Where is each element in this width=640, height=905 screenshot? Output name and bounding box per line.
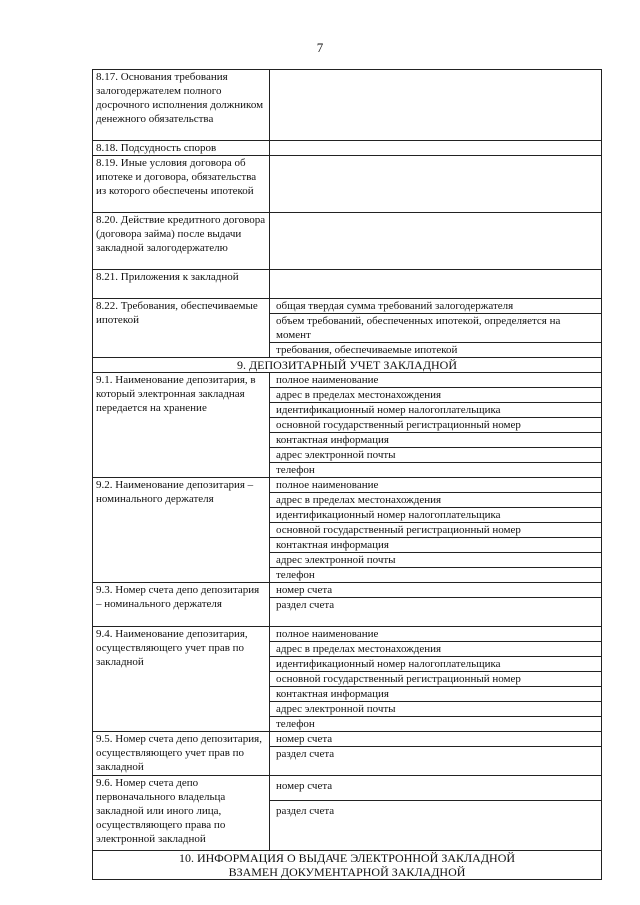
field-label: полное наименование (276, 479, 379, 491)
value-cell (270, 299, 602, 358)
section-header-row (93, 851, 602, 880)
table-row (93, 141, 602, 156)
field-label: номер счета (276, 733, 333, 745)
row-label: 8.21. Приложения к закладной (93, 270, 270, 299)
field-label: требования, обеспечиваемые ипотекой (270, 342, 601, 357)
table-row (93, 156, 602, 213)
row-label: 9.2. Наименование депозитария – номинального держателя (93, 478, 270, 583)
value-cell (270, 373, 602, 478)
field-label: полное наименование (276, 628, 379, 640)
field-label: адрес электронной почты (270, 552, 601, 567)
table-row (93, 70, 602, 141)
field-label: телефон (270, 567, 601, 582)
row-label: 9.4. Наименование депозитария, осуществляющего учет прав по закладной (93, 627, 270, 732)
field-label: идентификационный номер налогоплательщика (270, 402, 601, 417)
value-cell (270, 270, 602, 299)
value-cell (270, 776, 602, 851)
table-row (93, 478, 602, 583)
value-cell (270, 156, 602, 213)
table-row (93, 270, 602, 299)
row-label: 9.5. Номер счета депо депозитария, осуществляющего учет прав по закладной (93, 732, 270, 776)
field-label: номер счета (276, 584, 333, 596)
field-label: общая твердая сумма требований залогодержателя (276, 300, 514, 312)
field-label: полное наименование (276, 374, 379, 386)
field-label: адрес в пределах местонахождения (270, 492, 601, 507)
field-label: идентификационный номер налогоплательщика (270, 507, 601, 522)
table-row (93, 776, 602, 851)
value-cell (270, 732, 602, 776)
field-label: основной государственный регистрационный номер (270, 671, 601, 686)
field-label: адрес электронной почты (270, 447, 601, 462)
field-label: раздел счета (270, 800, 601, 850)
field-label: адрес электронной почты (270, 701, 601, 716)
section-title: 10. ИНФОРМАЦИЯ О ВЫДАЧЕ ЭЛЕКТРОННОЙ ЗАКЛАДНОЙ ВЗАМЕН ДОКУМЕНТАРНОЙ ЗАКЛАДНОЙ (93, 851, 602, 880)
row-label: 8.18. Подсудность споров (93, 141, 270, 156)
section-title: 9. ДЕПОЗИТАРНЫЙ УЧЕТ ЗАКЛАДНОЙ (93, 358, 602, 373)
field-label: объем требований, обеспеченных ипотекой, определяется на момент (270, 313, 601, 342)
field-label: основной государственный регистрационный номер (270, 417, 601, 432)
table-row (93, 627, 602, 732)
field-label: телефон (270, 462, 601, 477)
field-label: раздел счета (270, 597, 601, 626)
table-row (93, 732, 602, 776)
mortgage-form-table (92, 69, 602, 880)
table-row (93, 299, 602, 358)
field-label: основной государственный регистрационный номер (270, 522, 601, 537)
table-row (93, 373, 602, 478)
field-label: контактная информация (270, 432, 601, 447)
field-label: телефон (270, 716, 601, 731)
row-label: 9.3. Номер счета депо депозитария – номинального держателя (93, 583, 270, 627)
value-cell (270, 478, 602, 583)
table-row (93, 213, 602, 270)
value-cell (270, 141, 602, 156)
section-header-row (93, 358, 602, 373)
row-label: 9.6. Номер счета депо первоначального владельца закладной или иного лица, осуществляющего права по электронной закладной (93, 776, 270, 851)
value-cell (270, 583, 602, 627)
row-label: 8.22. Требования, обеспечиваемые ипотекой (93, 299, 270, 358)
field-label: номер счета (276, 780, 333, 792)
field-label: идентификационный номер налогоплательщика (270, 656, 601, 671)
row-label: 8.20. Действие кредитного договора (договора займа) после выдачи закладной залогодержателю (93, 213, 270, 270)
row-label: 8.19. Иные условия договора об ипотеке и договора, обязательства из которого обеспечены ипотекой (93, 156, 270, 213)
field-label: адрес в пределах местонахождения (270, 387, 601, 402)
row-label: 8.17. Основания требования залогодержателем полного досрочного исполнения должником денежного обязательства (93, 70, 270, 141)
value-cell (270, 627, 602, 732)
value-cell (270, 213, 602, 270)
page-number: 7 (316, 40, 324, 55)
field-label: контактная информация (270, 537, 601, 552)
field-label: контактная информация (270, 686, 601, 701)
field-label: адрес в пределах местонахождения (270, 641, 601, 656)
row-label: 9.1. Наименование депозитария, в который электронная закладная передается на хранение (93, 373, 270, 478)
field-label: раздел счета (270, 746, 601, 775)
table-row (93, 583, 602, 627)
value-cell (270, 70, 602, 141)
